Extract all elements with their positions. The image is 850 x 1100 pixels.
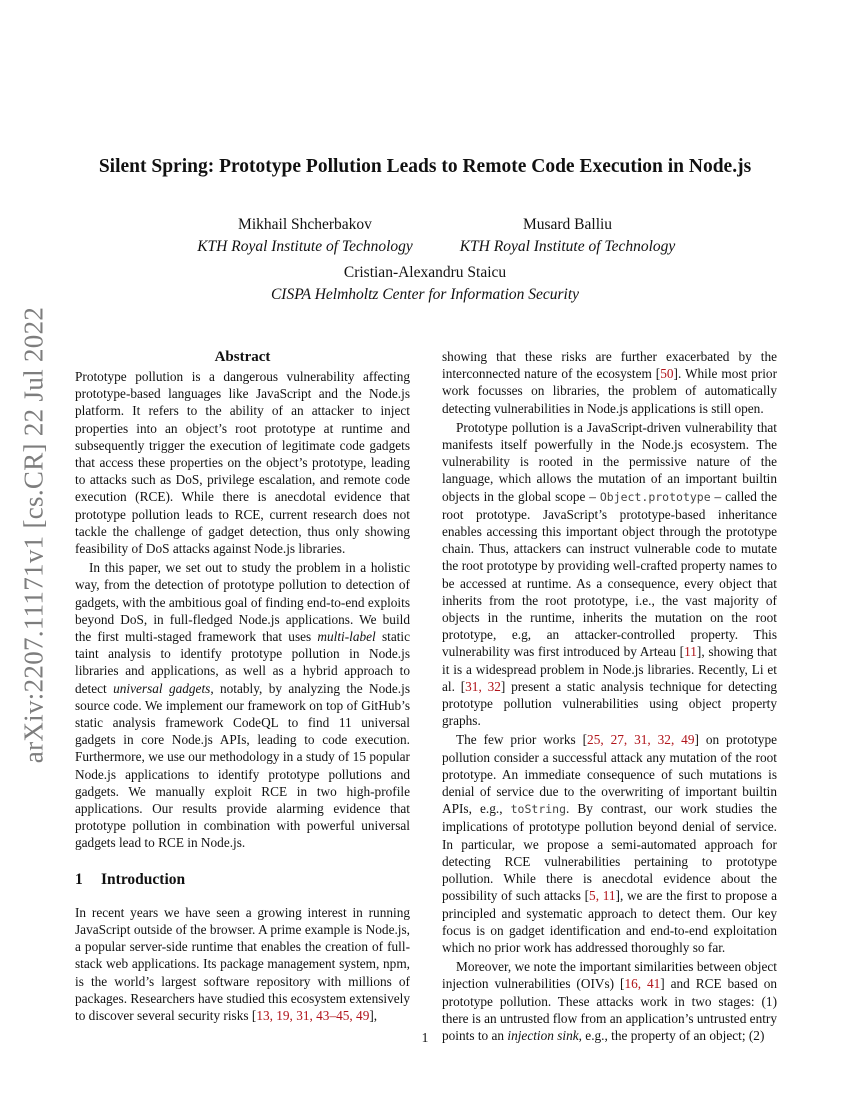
intro-paragraph-1: In recent years we have seen a growing interest in running JavaScript outside of the browser. A prime example is Node.js, a popular server-side runtime that enables the creation of full-stack web applications. Its package management system, npm, is the world’s largest software repository with millions of packages. Researchers have studied this ecosystem extensively to discover several security risks [13, 19, 31, 43–45, 49], [75, 904, 410, 1023]
page-number: 1 [421, 1030, 429, 1045]
arxiv-sidebar [14, 295, 54, 775]
author-name: Musard Balliu [522, 216, 613, 233]
abstract-paragraph-2: In this paper, we set out to study the problem in a holistic way, from the detection of prototype pollution to detection of gadgets, with the ambitious goal of finding end-to-end exploits beyond DoS, in full-fledged Node.js applications. We build the first multi-staged framework that uses multi-label static taint analysis to identify prototype pollution in Node.js libraries and applications, as well as a hybrid approach to detect universal gadgets, notably, by analyzing the Node.js source code. We implement our framework on top of GitHub’s static analysis framework CodeQL to find 11 universal gadgets in core Node.js APIs, leading to code execution. Furthermore, we use our methodology in a study of 15 popular Node.js applications to identify prototype pollutions and gadgets. We manually exploit RCE in two high-profile applications. Our results provide alarming evidence that prototype pollution in combination with powerful universal gadgets lead to RCE in Node.js. [75, 560, 411, 851]
code-tostring: toString [510, 802, 567, 817]
author-affiliation: KTH Royal Institute of Technology [197, 238, 413, 255]
citation[interactable]: 13, 19, 31, 43–45, 49 [256, 1007, 370, 1023]
citation[interactable]: 11 [684, 644, 697, 660]
section-number: 1 [75, 870, 83, 888]
paper-title: Silent Spring: Prototype Pollution Leads to Remote Code Execution in Node.js [98, 156, 752, 177]
intro-paragraph-2: Prototype pollution is a JavaScript-driven vulnerability that manifests itself powerfully in the Node.js ecosystem. The vulnerability is rooted in the permissive nature of the language, which allows the mutation of an important builtin objects in the global scope – Object.prototype – called the root prototype. JavaScript’s prototype-based inheritance enables accessing this important object through the prototype chain. Thus, attackers can instruct vulnerable code to mutate the root prototype by providing well-crafted property names to be accessed at runtime. As a consequence, every object that inherits from the root prototype, i.e., the vast majority of objects in the runtime, inherits the mutation on the root prototype, e.g, an attacker-controlled property. This vulnerability was first introduced by Arteau [11], showing that it is a widespread problem in Node.js libraries. Recently, Li et al. [31, 32] present a static analysis technique for detecting prototype pollution vulnerabilities using object property graphs. [442, 419, 777, 729]
author-affiliation: CISPA Helmholtz Center for Information Security [270, 286, 580, 303]
section-title: Introduction [101, 870, 186, 888]
citation[interactable]: 16, 41 [624, 976, 661, 992]
abstract-paragraph-1: Prototype pollution is a dangerous vulnerability affecting prototype-based languages like JavaScript and the Node.js platform. It refers to the ability of an attacker to inject properties into an object’s root prototype at runtime and subsequently trigger the execution of legitimate code gadgets that access these properties on the object’s prototype, leading to attacks such as DoS, privilege escalation, and remote code execution (RCE). While there is anecdotal evidence that prototype pollution leads to RCE, current research does not tackle the challenge of gadget detection, thus only showing feasibility of DoS attacks against Node.js libraries. [75, 369, 410, 557]
author-affiliation: KTH Royal Institute of Technology [459, 238, 676, 255]
code-object-prototype: Object.prototype [599, 489, 711, 504]
author-name: Cristian-Alexandru Staicu [343, 264, 507, 281]
intro-paragraph-continued: showing that these risks are further exacerbated by the interconnected nature of the ecosystem [50]. While most prior work focusses on libraries, the problem of automatically detecting vulnerabilities in Node.js applications is still open. [442, 349, 777, 416]
author-block-3 [200, 262, 650, 306]
intro-paragraph-4: Moreover, we note the important similarities between object injection vulnerabilities (OIVs) [16, 41] and RCE based on prototype pollution. These attacks work in two stages: (1) there is an untrusted flow from an application’s untrusted entry points to an injection sink, e.g., the property of an object; (2) [442, 959, 777, 1043]
author-block-2 [440, 214, 695, 258]
right-column [442, 348, 777, 1044]
abstract-heading: Abstract [214, 349, 271, 365]
author-block-1 [185, 214, 425, 258]
section-heading-introduction [75, 870, 410, 890]
citation[interactable]: 50 [660, 366, 674, 382]
arxiv-identifier: arXiv:2207.11171v1 [cs.CR] 22 Jul 2022 [18, 306, 49, 764]
author-name: Mikhail Shcherbakov [238, 216, 372, 233]
citation[interactable]: 31, 32 [465, 678, 501, 694]
citation[interactable]: 25, 27, 31, 32, 49 [587, 732, 695, 748]
left-column [75, 348, 410, 1024]
citation[interactable]: 5, 11 [589, 888, 616, 904]
intro-paragraph-3: The few prior works [25, 27, 31, 32, 49] on prototype pollution consider a successful attack any mutation of the root prototype. An immediate consequence of such mutations is denial of service due to the overwriting of important builtin APIs, e.g., toString. By contrast, our work studies the implications of prototype pollution beyond denial of service. In particular, we propose a semi-automated approach for detecting RCE vulnerabilities pertaining to prototype pollution. While there is anecdotal evidence about the possibility of such attacks [5, 11], we are the first to propose a principled and systematic approach to detect them. Our key focus is on gadget identification and end-to-end exploitation which no prior work has addressed thoroughly so far. [442, 732, 777, 955]
